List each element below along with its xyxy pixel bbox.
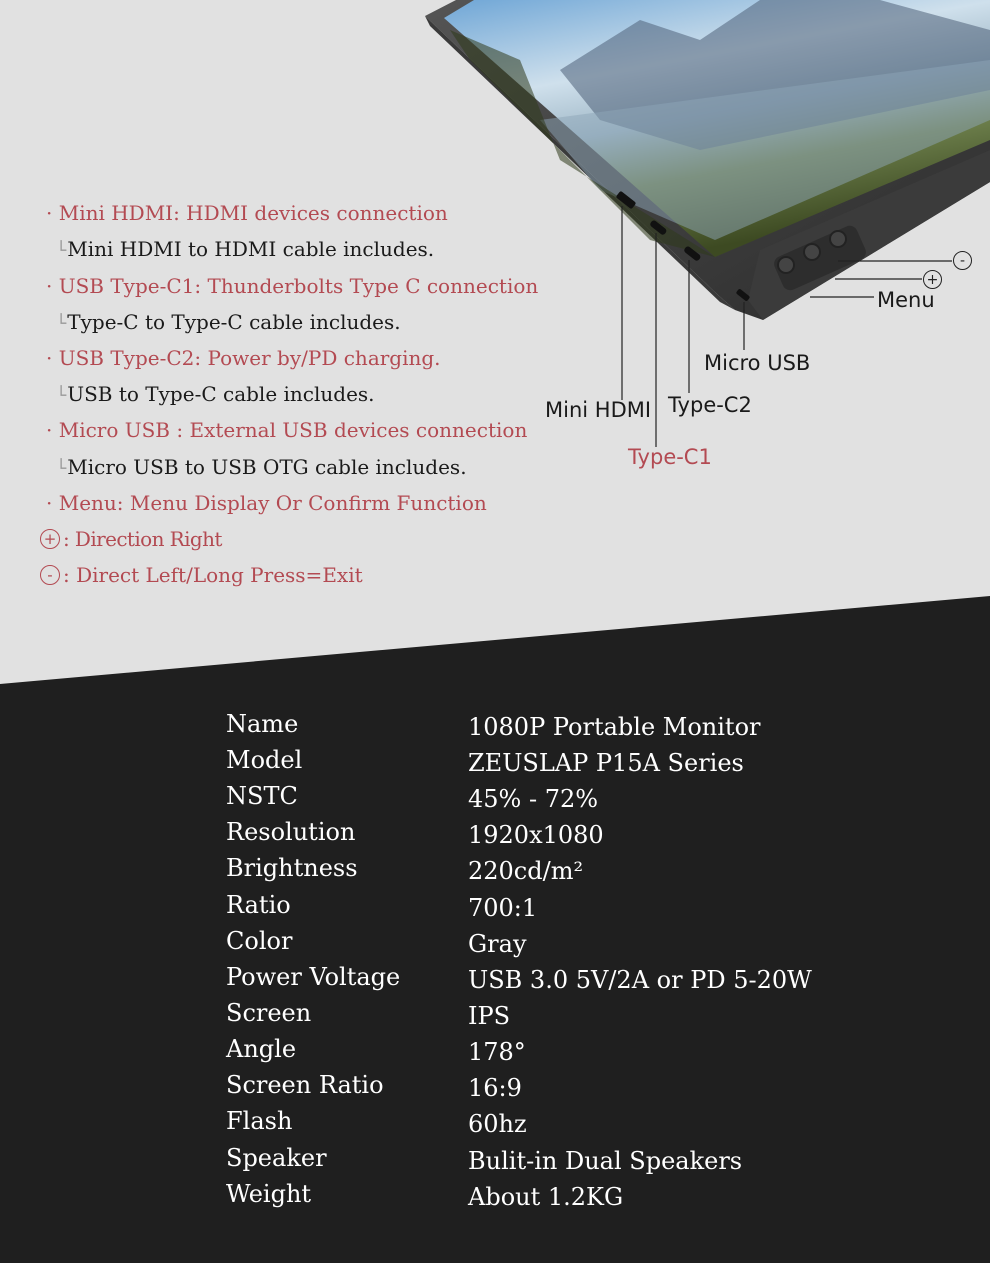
minus-hw-button <box>778 257 794 273</box>
spec-row: NSTC 45% - 72% <box>226 782 599 813</box>
feature-plus-button: + : Direction Right <box>40 527 222 551</box>
minus-circle-icon: - <box>40 565 60 585</box>
type-c2-label: Type-C2 <box>668 393 752 417</box>
menu-label: Menu <box>877 288 935 312</box>
mini-hdmi-label: Mini HDMI <box>545 398 652 422</box>
spec-row: Screen IPS <box>226 999 511 1030</box>
feature-mini-hdmi: · Mini HDMI: HDMI devices connection <box>46 201 448 225</box>
plus-circle-icon: + <box>40 529 60 549</box>
spec-row: Model ZEUSLAP P15A Series <box>226 746 744 777</box>
spec-row: Power Voltage USB 3.0 5V/2A or PD 5-20W <box>226 963 812 994</box>
plus-label-icon: + <box>923 270 942 289</box>
feature-type-c2: · USB Type-C2: Power by/PD charging. <box>46 346 441 370</box>
minus-label-icon: - <box>953 251 972 270</box>
feature-menu: · Menu: Menu Display Or Confirm Function <box>46 491 487 515</box>
spec-row: Ratio 700:1 <box>226 891 538 922</box>
spec-row: Brightness 220cd/m² <box>226 854 584 885</box>
type-c1-label: Type-C1 <box>628 445 712 469</box>
micro-usb-label: Micro USB <box>704 351 811 375</box>
spec-row: Weight About 1.2KG <box>226 1180 624 1211</box>
feature-mini-hdmi-sub: └Mini HDMI to HDMI cable includes. <box>56 237 435 261</box>
feature-micro-usb-sub: └Micro USB to USB OTG cable includes. <box>56 455 467 479</box>
spec-row: Name 1080P Portable Monitor <box>226 710 761 741</box>
feature-type-c1: · USB Type-C1: Thunderbolts Type C connection <box>46 274 539 298</box>
feature-type-c1-sub: └Type-C to Type-C cable includes. <box>56 310 401 334</box>
feature-type-c2-sub: └USB to Type-C cable includes. <box>56 382 375 406</box>
menu-hw-button <box>830 231 846 247</box>
spec-row: Speaker Bulit-in Dual Speakers <box>226 1144 743 1175</box>
plus-hw-button <box>804 244 820 260</box>
spec-row: Angle 178° <box>226 1035 526 1066</box>
spec-row: Resolution 1920x1080 <box>226 818 604 849</box>
spec-row: Flash 60hz <box>226 1107 527 1138</box>
spec-row: Screen Ratio 16:9 <box>226 1071 522 1102</box>
spec-row: Color Gray <box>226 927 527 958</box>
feature-micro-usb: · Micro USB : External USB devices connection <box>46 418 528 442</box>
feature-minus-button: - : Direct Left/Long Press=Exit <box>40 563 363 587</box>
